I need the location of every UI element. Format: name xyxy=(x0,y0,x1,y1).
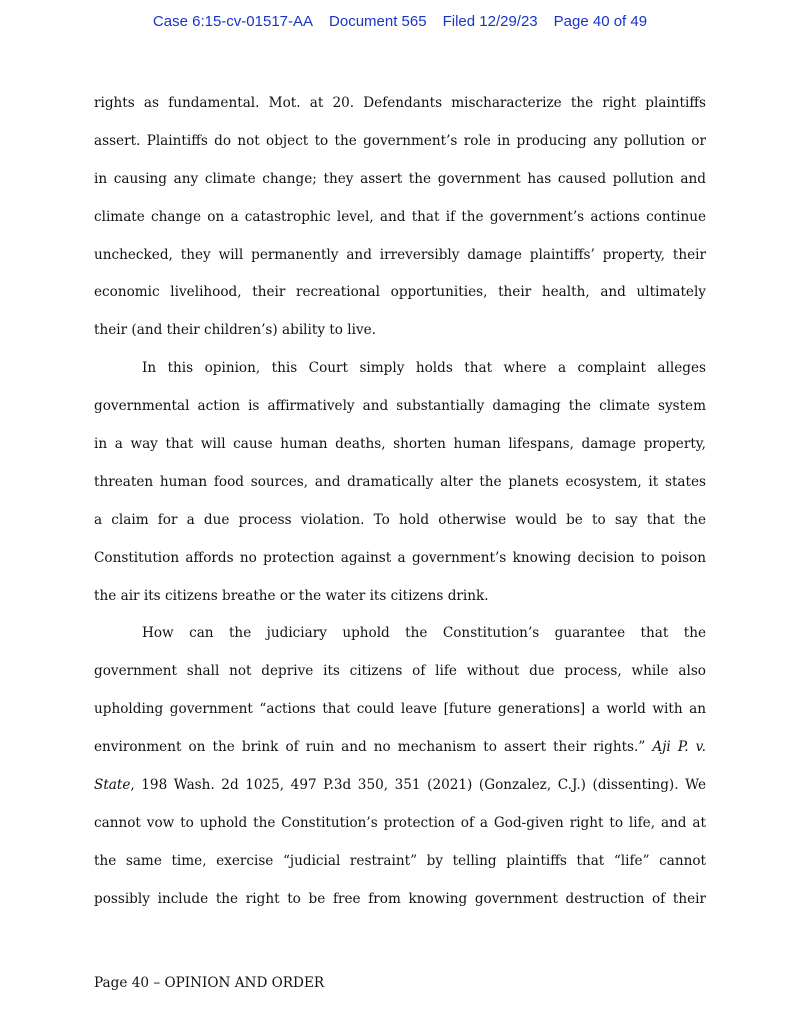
text-line: governmental action is affirmatively and substantially damaging the climate system xyxy=(94,398,706,415)
text-line: climate change on a catastrophic level, and that if the government’s actions continue xyxy=(94,208,706,225)
text-line: upholding government “actions that could leave [future generations] a world with an xyxy=(94,701,706,718)
text-line xyxy=(94,773,706,811)
case-number: Case 6:15-cv-01517-AA xyxy=(152,13,314,30)
text-line: the same time, exercise “judicial restraint” by telling plaintiffs that “life” cannot xyxy=(94,852,706,869)
text-line: rights as fundamental. Mot. at 20. Defendants mischaracterize the right plaintiffs xyxy=(94,95,706,111)
text-line: a claim for a due process violation. To hold otherwise would be to say that the xyxy=(94,511,706,528)
text-segment: environment on the brink of ruin and no mechanism to assert their rights.” xyxy=(94,739,646,756)
text-line: threaten human food sources, and dramatically alter the planets ecosystem, it states xyxy=(94,473,706,490)
text-line: How can the judiciary uphold the Constitution’s guarantee that the xyxy=(142,625,706,642)
text-line: In this opinion, this Court simply holds that where a complaint alleges xyxy=(142,360,706,377)
text-line: their (and their children’s) ability to live. xyxy=(94,322,377,339)
text-line: cannot vow to uphold the Constitution’s protection of a God-given right to life, and at xyxy=(94,814,706,831)
text-line: unchecked, they will permanently and irreversibly damage plaintiffs’ property, their xyxy=(94,246,706,263)
text-line: government shall not deprive its citizens of life without due process, while also xyxy=(94,663,706,680)
text-line: assert. Plaintiffs do not object to the government’s role in producing any pollution or xyxy=(94,132,706,149)
text-segment: , 198 Wash. 2d 1025, 497 P.3d 350, 351 (2021) (Gonzalez, C.J.) (dissenting). We xyxy=(130,777,706,794)
text-line: Constitution affords no protection against a government’s knowing decision to poison xyxy=(94,549,706,566)
page-of-total: Page 40 of 49 xyxy=(553,13,648,30)
text-line: in causing any climate change; they assert the government has caused pollution and xyxy=(94,170,706,187)
text-line: possibly include the right to be free from knowing government destruction of their xyxy=(94,890,706,907)
filed-date: Filed 12/29/23 xyxy=(442,13,538,30)
opinion-body xyxy=(94,91,706,925)
document-number: Document 565 xyxy=(329,13,427,30)
case-citation-name: State xyxy=(94,777,131,794)
text-line: economic livelihood, their recreational opportunities, their health, and ultimately xyxy=(94,284,706,301)
text-line: in a way that will cause human deaths, shorten human lifespans, damage property, xyxy=(94,436,706,453)
page-footer: Page 40 – OPINION AND ORDER xyxy=(94,975,325,991)
case-citation-name: Aji P. v. xyxy=(652,739,706,756)
text-line: the air its citizens breathe or the water its citizens drink. xyxy=(94,587,489,604)
text-line xyxy=(94,735,706,773)
case-header xyxy=(0,13,800,30)
